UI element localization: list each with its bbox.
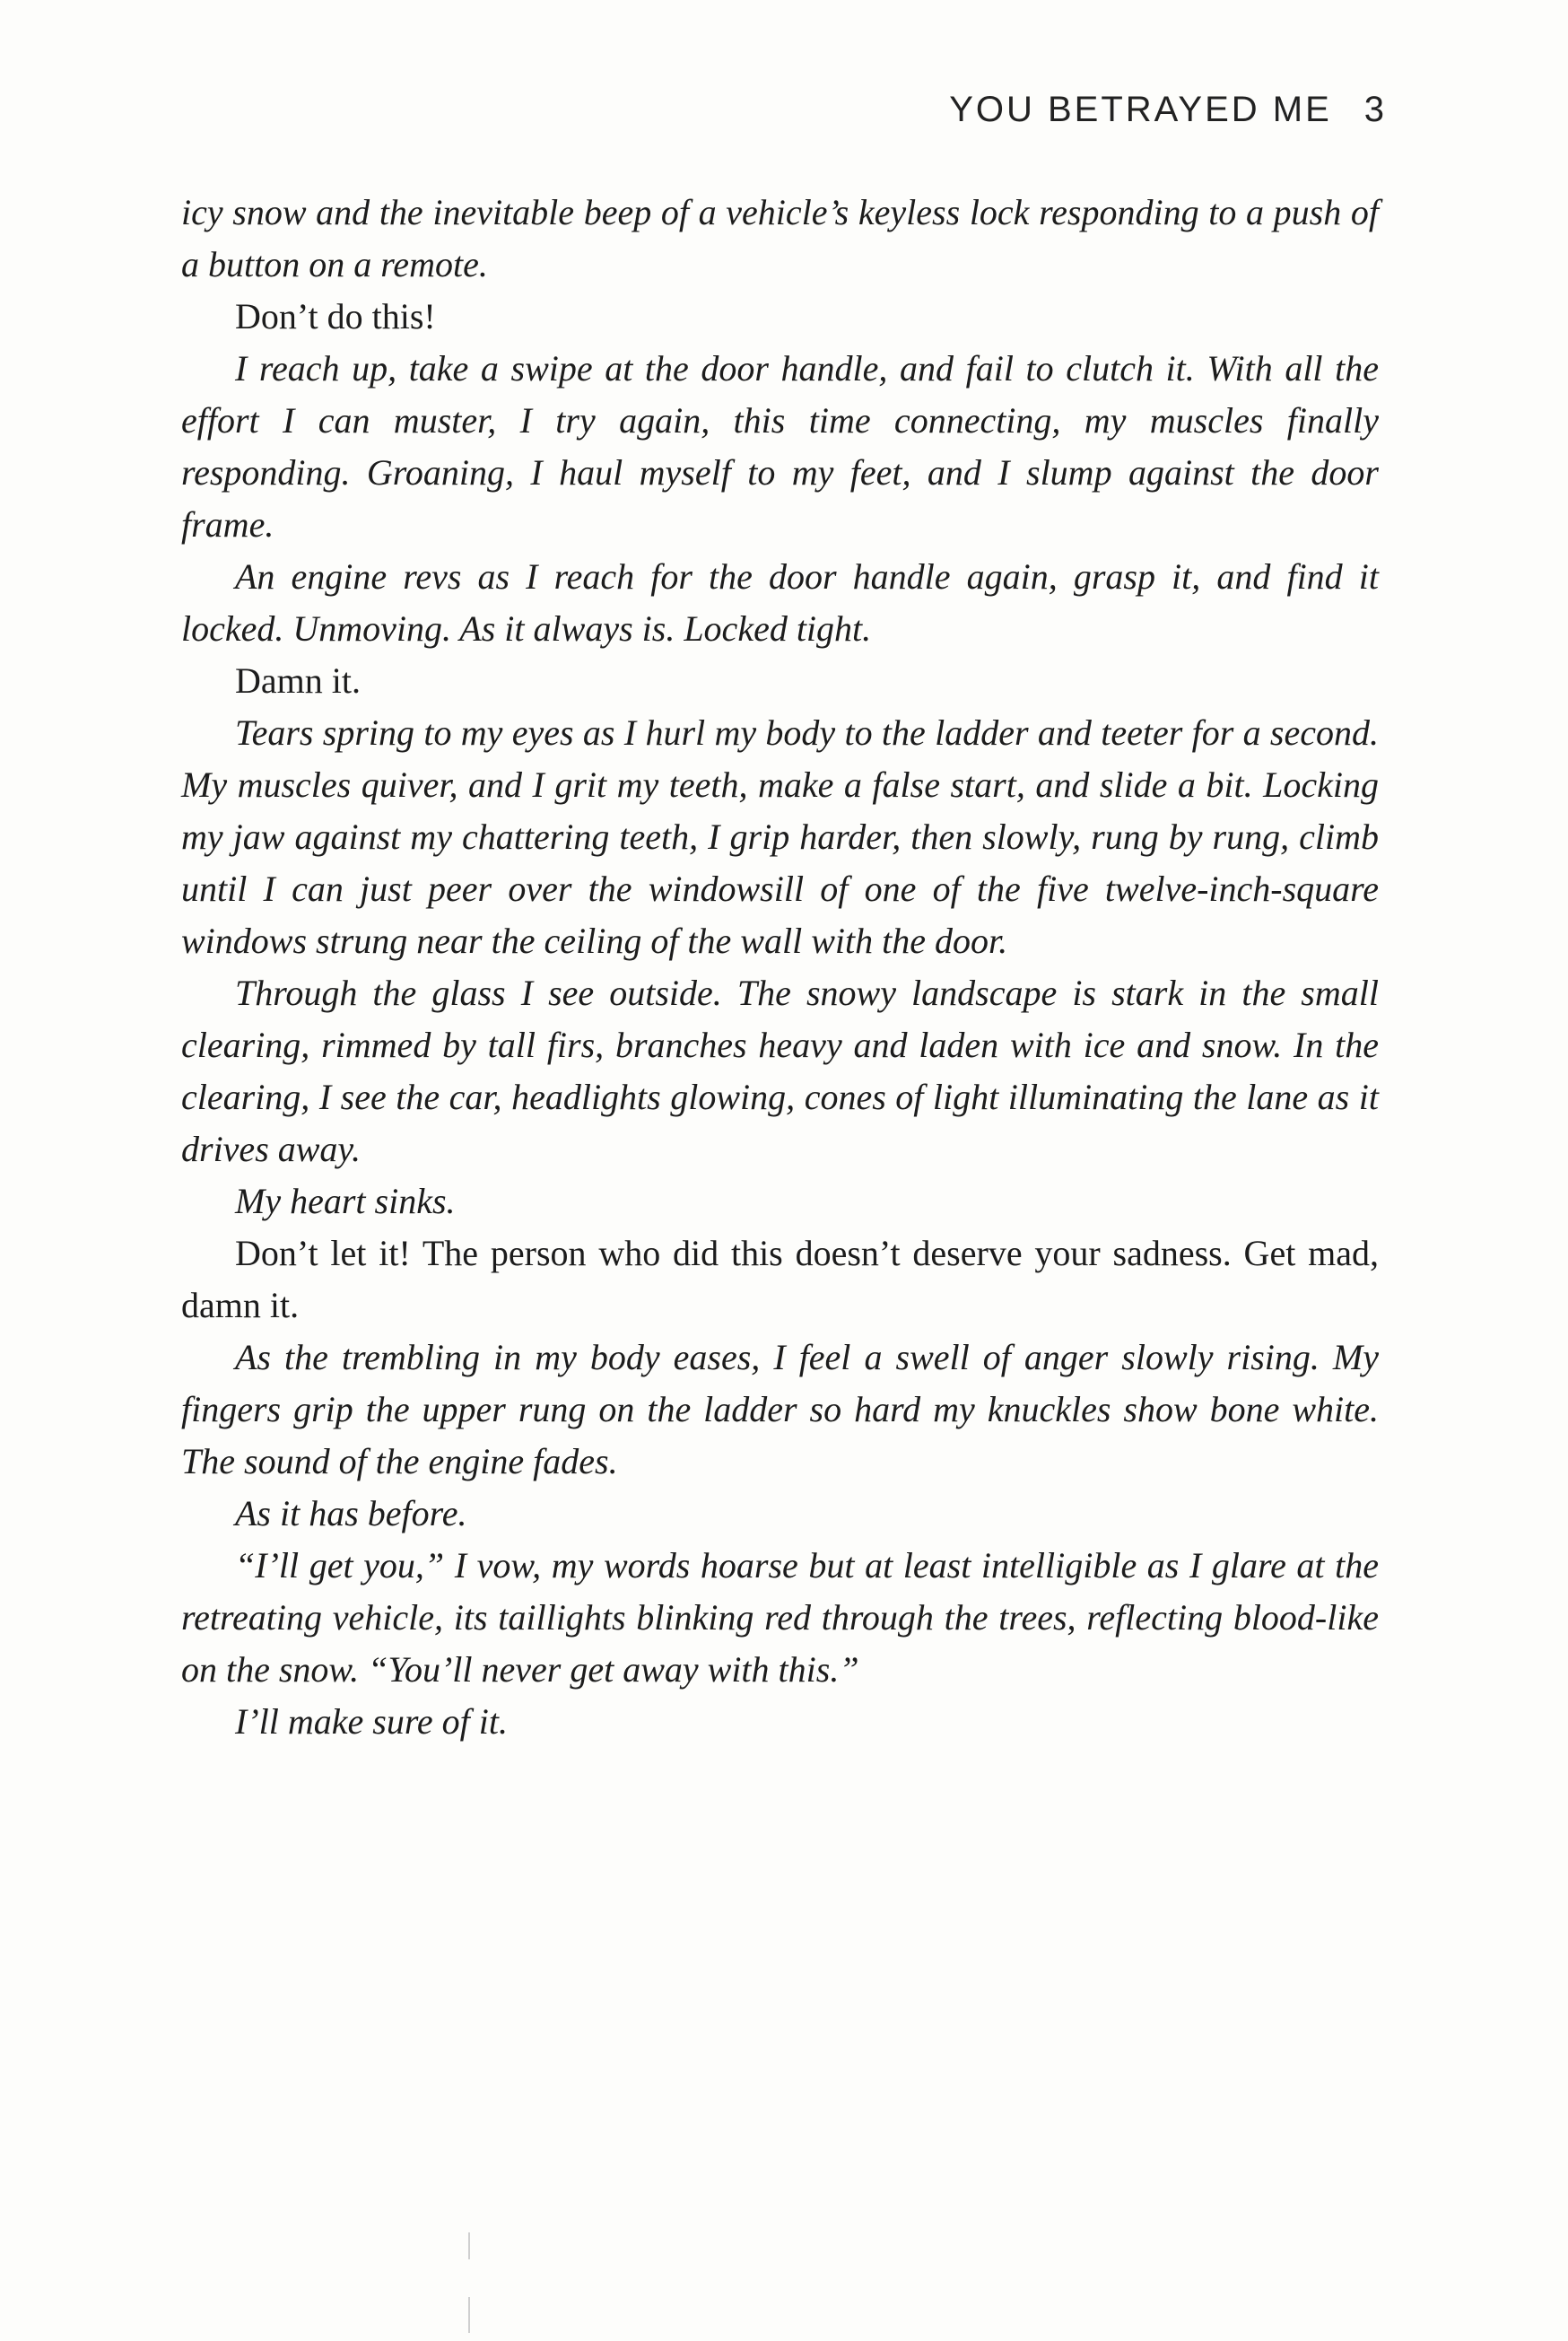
- paragraph: Don’t do this!: [235, 296, 436, 336]
- paragraph: As the trembling in my body eases, I feel a swell of anger slowly rising. My fingers grip the upper rung on the ladder so hard my knuckles show bone white. The sound of the engine fades.: [181, 1337, 1379, 1481]
- paragraph: Don’t let it! The person who did this doesn’t deserve your sadness. Get mad, damn it.: [181, 1233, 1379, 1325]
- running-head: [949, 90, 1384, 130]
- page-number: 3: [1363, 90, 1384, 129]
- paragraph: “I’ll get you,” I vow, my words hoarse but at least intelligible as I glare at the retreating vehicle, its taillights blinking red through the trees, reflecting blood-like on the snow. “You’ll never get away with this.”: [181, 1545, 1379, 1690]
- paragraph: icy snow and the inevitable beep of a vehicle’s keyless lock responding to a push of a button on a remote.: [181, 192, 1379, 284]
- paragraph: As it has before.: [235, 1493, 467, 1533]
- paragraph: Through the glass I see outside. The snowy landscape is stark in the small clearing, rimmed by tall firs, branches heavy and laden with ice and snow. In the clearing, I see the car, headlights glowing, cones of light illuminating the lane as it drives away.: [181, 973, 1379, 1169]
- body-text: [181, 187, 1379, 1748]
- paragraph: My heart sinks.: [235, 1181, 456, 1221]
- paragraph: Damn it.: [235, 660, 361, 701]
- running-head-title: YOU BETRAYED ME: [949, 90, 1332, 129]
- paragraph: Tears spring to my eyes as I hurl my body to the ladder and teeter for a second. My muscles quiver, and I grit my teeth, make a false start, and slide a bit. Locking my jaw against my chattering teeth, I grip harder, then slowly, rung by rung, climb until I can just peer over the windowsill of one of the five twelve-inch-square windows strung near the ceiling of the wall with the door.: [181, 712, 1379, 961]
- paragraph: I reach up, take a swipe at the door handle, and fail to clutch it. With all the effort I can muster, I try again, this time connecting, my muscles finally responding. Groaning, I haul myself to my feet, and I slump against the door frame.: [181, 348, 1379, 545]
- scan-mark: [468, 2297, 470, 2333]
- paragraph: An engine revs as I reach for the door handle again, grasp it, and find it locked. Unmoving. As it always is. Locked tight.: [181, 556, 1379, 649]
- scan-mark: [468, 2232, 470, 2259]
- paragraph: I’ll make sure of it.: [235, 1701, 509, 1742]
